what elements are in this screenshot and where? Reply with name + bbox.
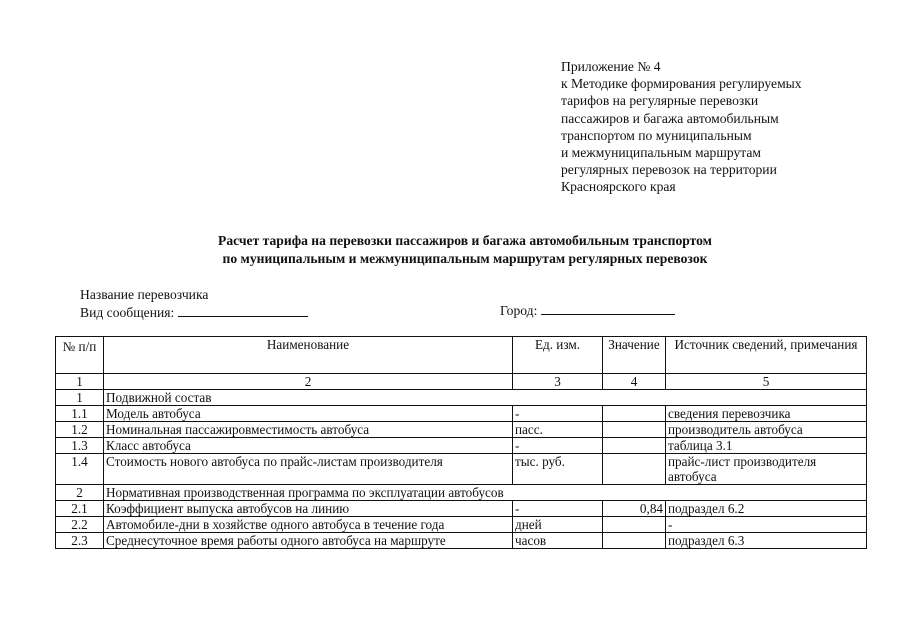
table-row (56, 533, 867, 549)
row-unit: пасс. (513, 422, 603, 438)
row-unit: - (513, 438, 603, 454)
row-name: Класс автобуса (104, 438, 513, 454)
table-row (56, 517, 867, 533)
row-unit: - (513, 501, 603, 517)
row-number: 1.2 (56, 422, 104, 438)
appendix-line: Красноярского края (561, 179, 676, 195)
message-type-label: Вид сообщения: (80, 305, 175, 320)
row-number: 1 (56, 390, 104, 406)
tariff-table (55, 336, 867, 549)
title-line-2: по муниципальным и межмуниципальным маршрутам регулярных перевозок (222, 250, 708, 266)
row-number: 2 (56, 485, 104, 501)
row-unit: тыс. руб. (513, 454, 603, 485)
column-number: 1 (56, 374, 104, 390)
carrier-name-field (80, 287, 208, 303)
row-source: производитель автобуса (666, 422, 867, 438)
title-line-1: Расчет тарифа на перевозки пассажиров и багажа автомобильным транспортом (218, 233, 712, 248)
row-value (603, 438, 666, 454)
appendix-line: Приложение № 4 (561, 59, 661, 74)
appendix-line: и межмуниципальным маршрутам (561, 145, 761, 161)
row-name: Автомобиле-дни в хозяйстве одного автобуса в течение года (104, 517, 513, 533)
row-value (603, 406, 666, 422)
document-title (150, 232, 780, 267)
row-number: 2.2 (56, 517, 104, 533)
row-unit: часов (513, 533, 603, 549)
row-name: Номинальная пассажировместимость автобуса (104, 422, 513, 438)
section-row (56, 485, 867, 501)
row-value (603, 454, 666, 485)
column-number: 5 (666, 374, 867, 390)
row-unit: дней (513, 517, 603, 533)
city-field (500, 302, 675, 319)
message-type-blank (178, 304, 308, 317)
row-value (603, 533, 666, 549)
row-name: Модель автобуса (104, 406, 513, 422)
row-name: Среднесуточное время работы одного автобуса на маршруте (104, 533, 513, 549)
row-number: 2.1 (56, 501, 104, 517)
table-header-row (56, 337, 867, 374)
column-number: 2 (104, 374, 513, 390)
header-name: Наименование (104, 337, 513, 374)
row-number: 1.4 (56, 454, 104, 485)
column-number: 3 (513, 374, 603, 390)
header-number: № п/п (56, 337, 104, 374)
appendix-line: транспортом по муниципальным (561, 127, 752, 143)
appendix-line: пассажиров и багажа автомобильным (561, 110, 779, 126)
carrier-name-label: Название перевозчика (80, 287, 209, 302)
appendix-line: тарифов на регулярные перевозки (561, 93, 759, 109)
row-value (603, 422, 666, 438)
appendix-line: регулярных перевозок на территории (561, 162, 777, 178)
message-type-field (80, 304, 308, 321)
row-number: 1.1 (56, 406, 104, 422)
section-title: Подвижной состав (104, 390, 867, 406)
table-row (56, 501, 867, 517)
row-name: Стоимость нового автобуса по прайс-листам производителя (104, 454, 513, 485)
row-number: 2.3 (56, 533, 104, 549)
row-source: - (666, 517, 867, 533)
column-number-row (56, 374, 867, 390)
table-row (56, 406, 867, 422)
header-unit: Ед. изм. (513, 337, 603, 374)
appendix-line: к Методике формирования регулируемых (561, 76, 802, 92)
column-number: 4 (603, 374, 666, 390)
appendix-note (561, 58, 881, 196)
section-title: Нормативная производственная программа по эксплуатации автобусов (104, 485, 867, 501)
row-source: подраздел 6.3 (666, 533, 867, 549)
section-row (56, 390, 867, 406)
table-row (56, 422, 867, 438)
row-source: прайс-лист производителя автобуса (666, 454, 867, 485)
row-source: таблица 3.1 (666, 438, 867, 454)
row-value (603, 517, 666, 533)
header-source: Источник сведений, примечания (666, 337, 867, 374)
row-unit: - (513, 406, 603, 422)
row-value: 0,84 (603, 501, 666, 517)
table-row (56, 438, 867, 454)
row-number: 1.3 (56, 438, 104, 454)
row-source: подраздел 6.2 (666, 501, 867, 517)
city-blank (541, 302, 675, 315)
row-source: сведения перевозчика (666, 406, 867, 422)
header-value: Значение (603, 337, 666, 374)
row-name: Коэффициент выпуска автобусов на линию (104, 501, 513, 517)
table-row (56, 454, 867, 485)
city-label: Город: (500, 303, 538, 318)
